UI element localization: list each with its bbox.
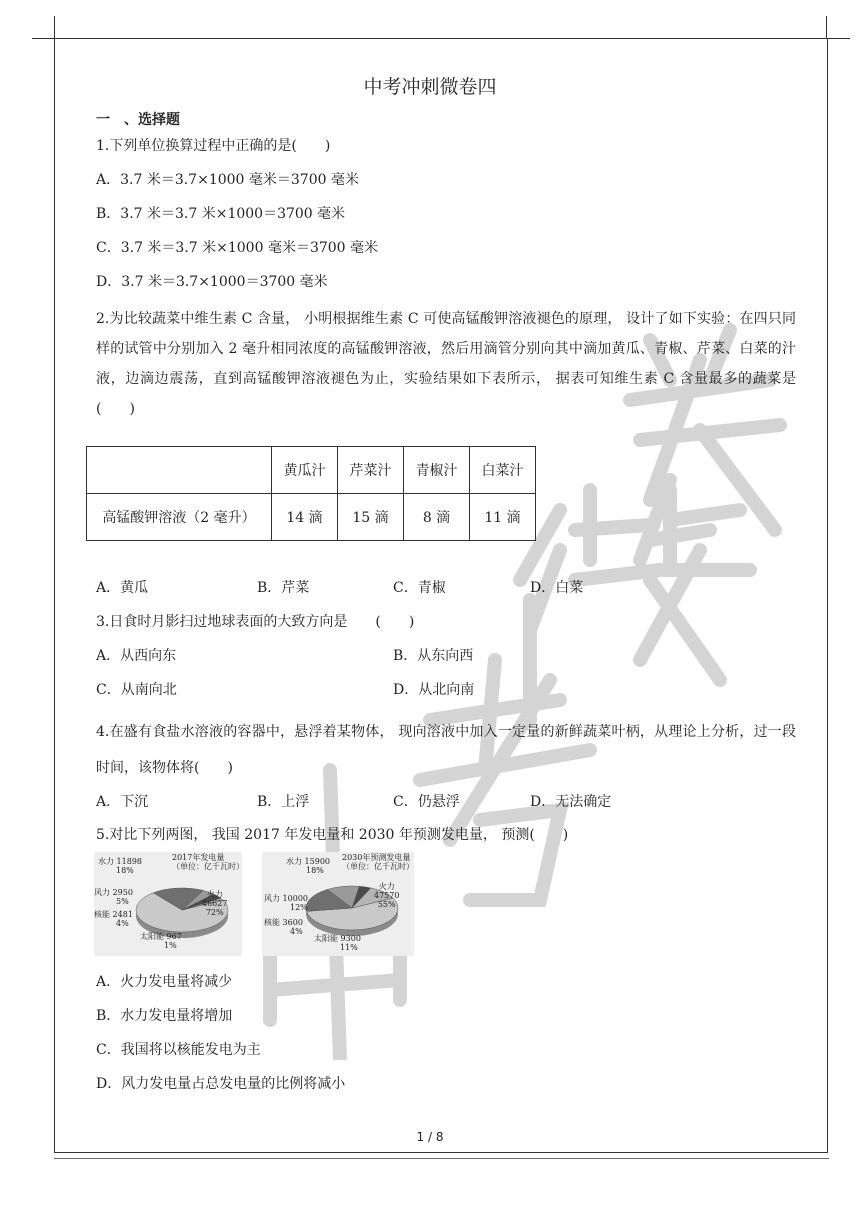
q3-option-c: C．从南向北 xyxy=(96,682,177,698)
footer-rule xyxy=(54,1158,829,1159)
question-3-stem: 3.日食时月影扫过地球表面的大致方向是 ( ) xyxy=(96,614,415,630)
q2-option-b: B．芹菜 xyxy=(257,580,310,596)
q4-option-d: D．无法确定 xyxy=(530,794,612,810)
legend-label-thermal: 火力 47570 55% xyxy=(374,882,400,909)
chart-subtitle: （单位：亿千瓦时） xyxy=(342,862,414,871)
legend-label-nuclear: 核能 3600 4% xyxy=(264,918,303,936)
table-header-cell: 芹菜汁 xyxy=(338,447,404,494)
chart-title: 2017年发电量 xyxy=(172,853,225,862)
q5-option-c: C．我国将以核能发电为主 xyxy=(96,1042,261,1058)
q4-option-c: C．仍悬浮 xyxy=(393,794,460,810)
q1-option-b: B．3.7 米＝3.7 米×1000＝3700 毫米 xyxy=(96,206,346,222)
question-2-stem: 2.为比较蔬菜中维生素 C 含量， 小明根据维生素 C 可使高锰酸钾溶液褪色的原理， 设计了如下实验：在四只同样的试管中分别加入 2 毫升相同浓度的高锰酸钾溶液，然后用滴管分别向其中滴加黄瓜、青椒、芹菜、白菜的汁液，边滴边震荡，直到高锰酸钾溶液褪色为止，实验结果如下表所示， 据表可知维生素 C 含量最多的蔬菜是( ) xyxy=(96,311,796,417)
crop-mark xyxy=(828,38,850,39)
legend-label-wind: 风力 2950 5% xyxy=(94,888,133,906)
crop-mark xyxy=(54,16,55,38)
q4-option-a: A．下沉 xyxy=(96,794,149,810)
q3-option-a: A．从西向东 xyxy=(96,648,177,664)
crop-mark xyxy=(826,16,827,38)
table-header-cell: 白菜汁 xyxy=(470,447,536,494)
legend-label-hydro: 水力 11898 18% xyxy=(98,857,142,875)
table-row-label: 高锰酸钾溶液（2 毫升） xyxy=(87,494,272,541)
table-cell: 8 滴 xyxy=(404,494,470,541)
chart-subtitle: （单位：亿千瓦时） xyxy=(172,862,244,871)
legend-label-thermal: 火力 46627 72% xyxy=(202,890,228,917)
q2-option-a: A．黄瓜 xyxy=(96,580,149,596)
q5-option-a: A．火力发电量将减少 xyxy=(96,974,233,990)
question-4-stem: 4.在盛有食盐水溶液的容器中，悬浮着某物体， 现向溶液中加入一定量的新鲜蔬菜叶柄，从理论上分析，过一段时间，该物体将( ) xyxy=(96,724,796,776)
chart-title: 2030年预测发电量 xyxy=(342,853,411,862)
section-heading: 一 、选择题 xyxy=(96,112,180,128)
q2-option-d: D．白菜 xyxy=(530,580,584,596)
legend-label-nuclear: 核能 2481 4% xyxy=(94,910,133,928)
legend-label-solar: 太阳能 967 1% xyxy=(140,932,182,950)
crop-mark xyxy=(32,38,54,39)
q5-option-d: D．风力发电量占总发电量的比例将减小 xyxy=(96,1076,346,1092)
table-cell: 11 滴 xyxy=(470,494,536,541)
pie-chart-2030 xyxy=(262,852,414,956)
table-cell: 14 滴 xyxy=(272,494,338,541)
pie-chart-2017 xyxy=(94,852,242,956)
table-header-cell: 黄瓜汁 xyxy=(272,447,338,494)
table-cell: 15 滴 xyxy=(338,494,404,541)
page-title: 中考冲刺微卷四 xyxy=(363,76,497,98)
q1-option-c: C．3.7 米＝3.7 米×1000 毫米＝3700 毫米 xyxy=(96,240,379,256)
q3-option-d: D．从北向南 xyxy=(393,682,475,698)
table-row xyxy=(87,447,536,494)
q2-option-c: C．青椒 xyxy=(393,580,446,596)
q4-option-b: B．上浮 xyxy=(257,794,310,810)
table-header-cell xyxy=(87,447,272,494)
q5-option-b: B．水力发电量将增加 xyxy=(96,1008,233,1024)
experiment-table xyxy=(86,446,536,541)
legend-label-hydro: 水力 15900 18% xyxy=(286,857,330,875)
q3-option-b: B．从东向西 xyxy=(393,648,474,664)
table-header-cell: 青椒汁 xyxy=(404,447,470,494)
q1-option-d: D．3.7 米＝3.7×1000＝3700 毫米 xyxy=(96,274,328,290)
question-5-stem: 5.对比下列两图， 我国 2017 年发电量和 2030 年预测发电量， 预测( ) xyxy=(96,827,569,843)
question-1-stem: 1.下列单位换算过程中正确的是( ) xyxy=(96,138,331,154)
q1-option-a: A．3.7 米＝3.7×1000 毫米＝3700 毫米 xyxy=(96,172,359,188)
legend-label-solar: 太阳能 9300 11% xyxy=(314,934,361,952)
legend-label-wind: 风力 10000 12% xyxy=(264,894,308,912)
page-number: 1 / 8 xyxy=(416,1130,444,1144)
table-row xyxy=(87,494,536,541)
